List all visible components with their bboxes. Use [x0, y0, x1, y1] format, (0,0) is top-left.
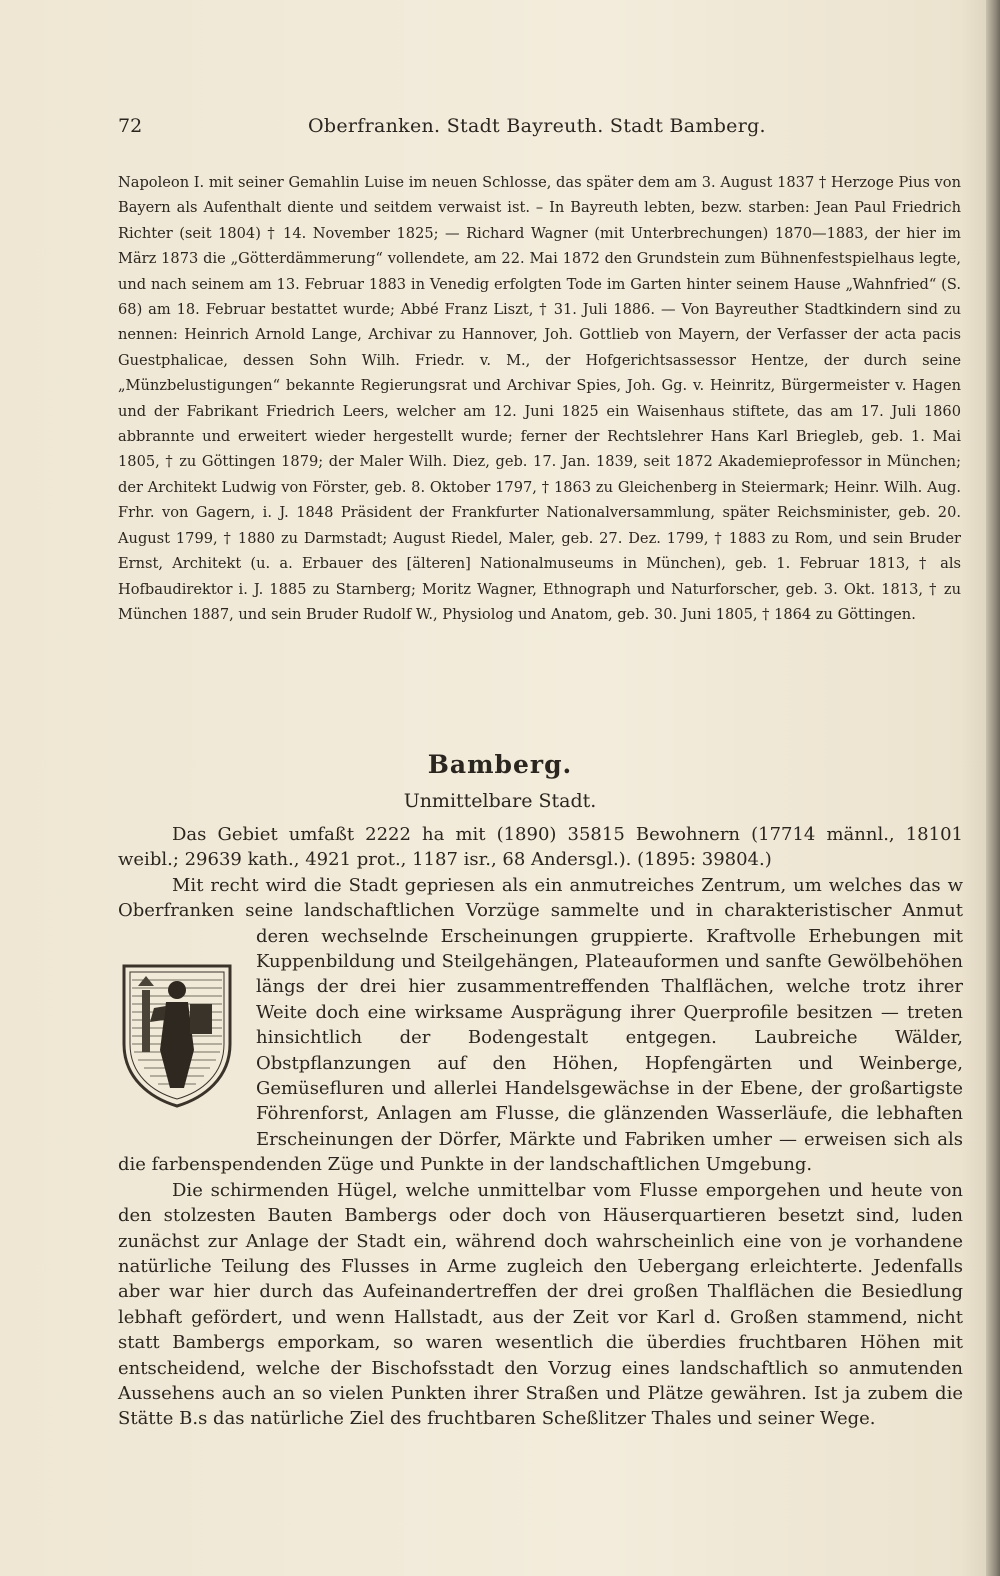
page-number: 72	[118, 115, 143, 137]
coat-of-arms-icon	[118, 960, 236, 1110]
coat-of-arms	[118, 954, 246, 1132]
running-title: Oberfranken. Stadt Bayreuth. Stadt Bamberg.	[308, 115, 766, 137]
page-header	[118, 115, 958, 145]
bamberg-paragraph-3: Die schirmenden Hügel, welche unmittelbar vom Flusse emporgehen und heute von den stolzesten Bauten Bambergs oder doch von Häuserquartieren besetzt sind, luden zunächst zur Anlage der Stadt ein, während doch wahrscheinlich eine von je vorhandene natürliche Teilung des Flusses in Arme zugleich den Uebergang erleichterte. Jedenfalls aber war hier durch das Aufeinandertreffen der drei großen Thalflächen die Besiedlung lebhaft gefördert, und wenn Hallstadt, aus der Zeit vor Karl d. Großen stammend, nicht statt Bambergs emporkam, so waren wesentlich die überdies fruchtbaren Höhen mit entscheidend, welche der Bischofsstadt den Vorzug eines landschaftlich so anmutenden Aussehens auch an so vielen Punkten ihrer Straßen und Plätze gewähren. Ist ja zubem die Stätte B.s das natürliche Ziel des fruchtbaren Scheßlitzer Thales und seiner Wege.	[118, 1179, 963, 1430]
section-subtitle: Unmittelbare Stadt.	[403, 790, 597, 812]
bamberg-paragraph-1: Das Gebiet umfaßt 2222 ha mit (1890) 35815 Bewohnern (17714 männl., 18101 weibl.; 29639 kath., 4921 prot., 1187 isr., 68 Andersgl.). (1895: 39804.)	[118, 824, 963, 871]
bayreuth-paragraph: Napoleon I. mit seiner Gemahlin Luise im neuen Schlosse, das später dem am 3. August 1837 † Herzoge Pius von Bayern als Aufenthalt diente und seitdem verwaist ist. – In Bayreuth lebten, bezw. starben: Jean Paul Friedrich Richter (seit 1804) † 14. November 1825; — Richard Wagner (mit Unterbrechungen) 1870—1883, der hier im März 1873 die „Götterdämmerung“ vollendete, am 22. Mai 1872 den Grundstein zum Bühnenfestspielhaus legte, und nach seinem am 13. Februar 1883 in Venedig erfolgten Tode im Garten hinter seinem Hause „Wahnfried“ (S. 68) am 18. Februar bestattet wurde; Abbé Franz Liszt, † 31. Juli 1886. — Von Bayreuther Stadtkindern sind zu nennen: Heinrich Arnold Lange, Archivar zu Hannover, Joh. Gottlieb von Mayern, der Verfasser der acta pacis Guestphalicae, dessen Sohn Wilh. Friedr. v. M., der Hofgerichtsassessor Hentze, der durch seine „Münzbelustigungen“ bekannte Regierungsrat und Archivar Spies, Joh. Gg. v. Heinritz, Bürgermeister v. Hagen und der Fabrikant Friedrich Leers, welcher am 12. Juni 1825 ein Waisenhaus stiftete, das am 17. Juli 1860 abbrannte und erweitert wieder hergestellt wurde; ferner der Rechtslehrer Hans Karl Briegleb, geb. 1. Mai 1805, † zu Göttingen 1879; der Maler Wilh. Diez, geb. 17. Jan. 1839, seit 1872 Akademieprofessor in München; der Architekt Ludwig von Förster, geb. 8. Oktober 1797, † 1863 zu Gleichenberg in Steiermark; Heinr. Wilh. Aug. Frhr. von Gagern, i. J. 1848 Präsident der Frankfurter Nationalversammlung, später Reichsminister, geb. 20. August 1799, † 1880 zu Darmstadt; August Riedel, Maler, geb. 27. Dez. 1799, † 1883 zu Rom, und sein Bruder Ernst, Architekt (u. a. Erbauer des [älteren] Nationalmuseums in München), geb. 1. Februar 1813, † als Hofbaudirektor i. J. 1885 zu Starnberg; Moritz Wagner, Ethnograph und Naturforscher, geb. 3. Okt. 1813, † zu München 1887, und sein Bruder Rudolf W., Physiolog und Anatom, geb. 30. Juni 1805, † 1864 zu Göttingen.	[118, 174, 961, 623]
bayreuth-text-block	[118, 170, 961, 627]
section-title: Bamberg.	[427, 750, 573, 779]
page-edge	[986, 0, 1000, 1576]
bamberg-text-block	[118, 822, 963, 1432]
bamberg-paragraph-2: Mit recht wird die Stadt gepriesen als ein anmutreiches Zentrum, um welches das w Oberfranken seine landschaftlichen Vorzüge sammelte und in charakteristischer Anmut deren wechselnde Erscheinungen gruppierte. Kraftvolle Erhebungen mit Kuppenbildung und Steilgehängen, Plateauformen und sanfte Gewölbehöhen längs der drei hier zusammentreffenden Thalflächen, welche trotz ihrer Weite doch eine wirksame Ausprägung ihrer Querprofile besitzen — treten hinsichtlich der Bodengestalt entgegen. Laubreiche Wälder, Obstpflanzungen auf den Höhen, Hopfengärten und Weinberge, Gemüsefluren und allerlei Handelsgewächse in der Ebene, der großartigste Föhrenforst, Anlagen am Flusse, die glänzenden Wasserläufe, die lebhaften Erscheinungen der Dörfer, Märkte und Fabriken umher — erweisen sich als die farbenspendenden Züge und Punkte in der landschaftlichen Umgebung.	[118, 874, 963, 1176]
